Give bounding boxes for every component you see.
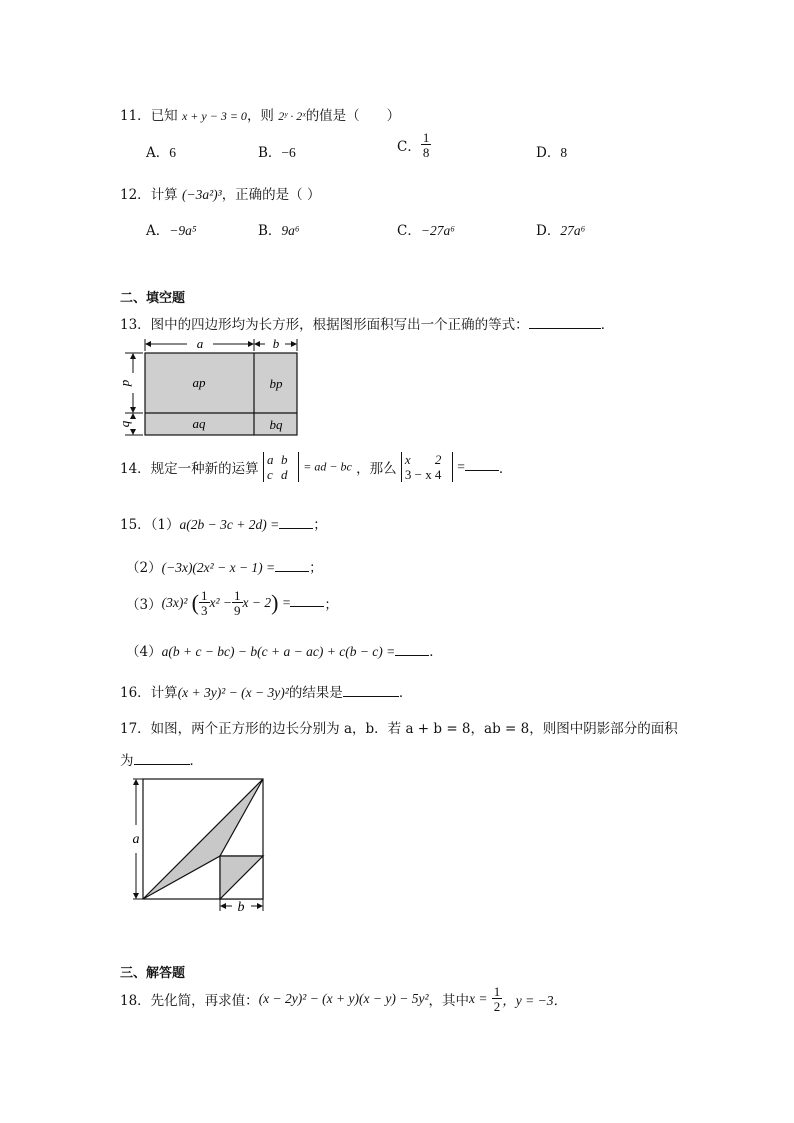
- section-heading-solutions: 三、解答题: [120, 966, 186, 981]
- q14-stem: 14．规定一种新的运算 a b c d = ad − bc ，那么 x 2 3 − x 4 = ．: [120, 452, 513, 482]
- label-q: q: [117, 420, 132, 428]
- label-aq: aq: [192, 416, 206, 431]
- q17-stem-line-1: 17．如图，两个正方形的边长分别为 a，b．若 a + b = 8，ab = 8，则图中阴影部分的面积: [120, 721, 678, 737]
- determinant-definition: a b c d: [263, 452, 299, 482]
- label-a: a: [132, 832, 140, 847]
- q11-option-b: B．−6: [258, 145, 296, 161]
- label-bq: bq: [269, 417, 283, 432]
- label-ap: ap: [192, 375, 206, 390]
- q16-stem: 16．计算(x + 3y)² − (x − 3y)²的结果是 ．: [120, 685, 413, 701]
- q13-stem: 13．图中的四边形均为长方形，根据图形面积写出一个正确的等式： ．: [120, 317, 615, 333]
- q11-option-c: C． $\frac{1}{8}$: [397, 130, 430, 160]
- q17-squares-diagram: [125, 775, 270, 915]
- label-p: p: [117, 379, 132, 387]
- q11-option-a: A．6: [146, 145, 176, 161]
- q12-option-c: C．−27a⁶: [397, 223, 455, 239]
- q12-option-b: B．9a⁶: [258, 223, 300, 239]
- q11-stem: 11．已知 x + y − 3 = 0，则 2ʸ · 2ˣ的值是（ ）: [120, 108, 401, 124]
- q15-part-3: （3）(3x)² ( $\frac{1}{3}$ x² − $\frac{1}{9}$ x − 2) = ；: [126, 588, 338, 618]
- q17-stem-line-2: 为 ．: [120, 753, 203, 769]
- section-heading-fill-in: 二、填空题: [120, 291, 186, 306]
- q12-option-a: A．−9a⁵: [146, 223, 197, 239]
- q13-rectangle-diagram: [115, 335, 315, 440]
- label-b: b: [237, 900, 245, 915]
- label-a: a: [196, 336, 204, 351]
- q15-part-2: （2）(−3x)(2x² − x − 1) = ；: [126, 560, 323, 576]
- label-b: b: [272, 336, 280, 351]
- q15-part-4: （4）a(b + c − bc) − b(c + a − ac) + c(b − c) = ．: [126, 644, 443, 660]
- q15-part-1: 15．（1）a(2b − 3c + 2d) = ；: [120, 517, 327, 533]
- q12-stem: 12．计算 (−3a²)³，正确的是（ ）: [120, 187, 321, 203]
- q12-option-d: D．27a⁶: [536, 223, 586, 239]
- q11-option-d: D．8: [536, 145, 568, 161]
- determinant-question: x 2 3 − x 4: [401, 452, 453, 482]
- label-bp: bp: [269, 376, 283, 391]
- q18-stem: 18．先化简，再求值：(x − 2y)² − (x + y)(x − y) − 5y²，其中x = $\frac{1}{2}$ ，y = −3．: [120, 984, 567, 1014]
